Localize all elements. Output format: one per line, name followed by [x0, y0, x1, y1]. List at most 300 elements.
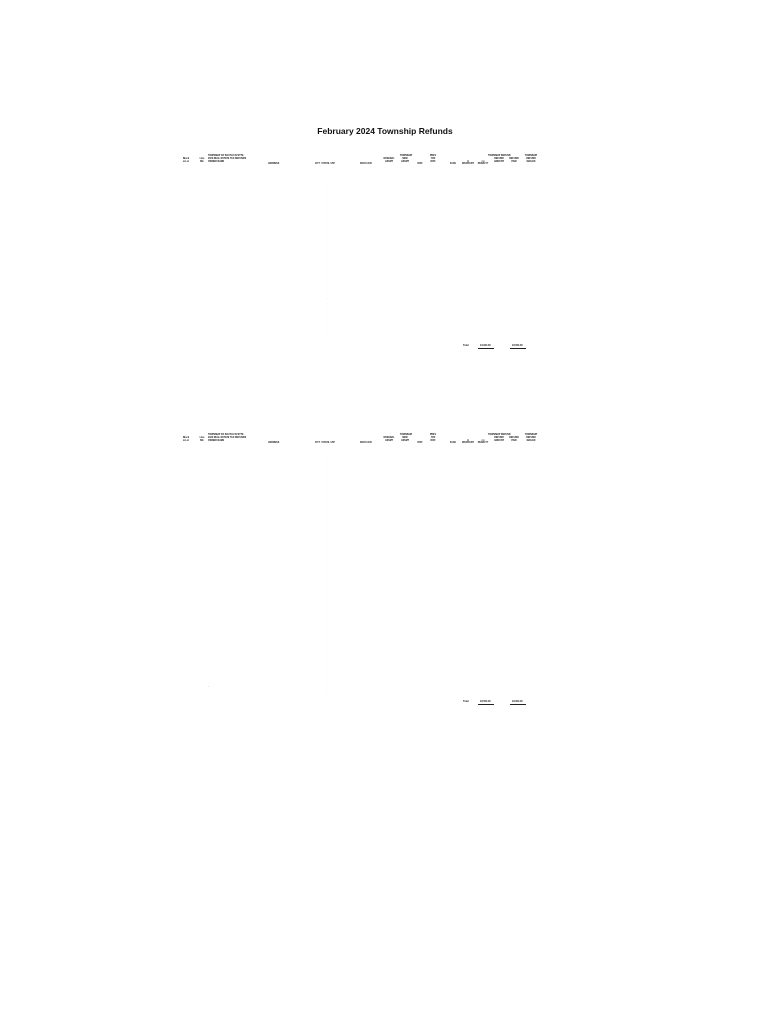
- table-cell: 4081 HILLTOP RD: [268, 314, 284, 316]
- table-cell: 1-177-H-115: [176, 482, 187, 483]
- table-cell: HOVE BENNISA JRN & MICHAEL E: [208, 562, 239, 563]
- table-cell: 38900: [421, 690, 427, 691]
- table-cell: 243.17: [532, 582, 538, 583]
- table-cell: 242.89: [500, 314, 506, 316]
- header-line-no: [196, 158, 208, 164]
- table-cell: 7.24: [472, 189, 476, 191]
- header-line-no: [196, 437, 208, 443]
- table-cell: 51800: [421, 474, 427, 475]
- table-cell: MARTIN JOSEPH & CAROL: [208, 670, 233, 671]
- table-cell: 48: [199, 646, 202, 647]
- table-cell: 210.44: [532, 486, 538, 487]
- table-cell: 191600: [405, 338, 412, 340]
- table-cell: 1-T-C-E-06: [176, 670, 186, 671]
- table-cell: 1-T-C-D-98: [176, 642, 186, 643]
- table-cell: BRIDGEVILLE, PA 15017-1048: [315, 682, 342, 683]
- table-cell: 213.81: [500, 570, 506, 571]
- table-cell: 135900: [405, 462, 412, 463]
- table-cell: 1408 COLLEGE ST: [268, 570, 285, 571]
- table-cell: 32100: [421, 622, 427, 623]
- table-cell: LEGO FILEWERT F & CARROLL M: [208, 546, 239, 547]
- table-cell: 486.53: [455, 478, 461, 479]
- table-cell: 208.98: [532, 302, 538, 304]
- table-cell: 1-224-H-15: [176, 542, 186, 543]
- table-cell: 298200: [390, 282, 397, 284]
- table-cell: 257.70: [455, 322, 461, 324]
- table-cell: LEGO BRENSON S FAR & LINDA F: [208, 274, 239, 276]
- table-cell: BRIDGEVILLE, PA 15017: [315, 314, 337, 316]
- header-new-assmt: [397, 437, 413, 443]
- table-cell: 223.18: [500, 686, 506, 687]
- table-cell: 52: [199, 662, 202, 663]
- table-cell: 252.07: [532, 662, 538, 663]
- table-cell: 10: [199, 494, 202, 495]
- table-cell: 5.84: [472, 614, 476, 615]
- table-cell: 47100: [421, 257, 427, 259]
- table-cell: BRIDGEVILLE, PA 15017-1013: [315, 582, 342, 583]
- table-cell: NFC/+2 R: [360, 678, 369, 679]
- table-cell: BRIDGEVILLE, PA 15017-1004: [315, 538, 342, 539]
- table-cell: 4.58: [472, 318, 476, 320]
- table-cell: NFC/+3 R: [360, 237, 369, 239]
- table-cell: 225.52: [455, 670, 461, 671]
- table-cell: 0: [430, 522, 432, 523]
- table-cell: 177.99: [500, 554, 506, 555]
- table-cell: 247900: [405, 274, 412, 276]
- header-prev-yr-line: DIFF: [430, 439, 436, 442]
- table-cell: 51800: [421, 197, 427, 199]
- table-cell: 6890 LAPPETITE DR: [268, 286, 287, 288]
- table-cell: 0: [430, 610, 432, 611]
- table-cell: NFC/+3 R: [360, 205, 369, 207]
- table-cell: 283.75: [455, 626, 461, 627]
- table-cell: 1-482-L-1: [176, 237, 185, 239]
- table-cell: 180.90: [500, 518, 506, 519]
- table-cell: 60000: [421, 237, 427, 239]
- table-cell: 47: [199, 642, 202, 643]
- table-cell: 218.17: [455, 570, 461, 571]
- table-cell: 0: [430, 622, 432, 623]
- table-cell: 4.51: [472, 670, 476, 671]
- table-cell: 30300: [421, 294, 427, 296]
- table-cell: 4.26: [472, 578, 476, 579]
- table-cell: BRIDGEVILLE, PA 15017-1039: [315, 646, 342, 647]
- table-cell: 205500: [390, 618, 397, 619]
- table-cell: 185.17: [500, 334, 506, 336]
- table-cell: 1-T-C-D-94: [176, 626, 186, 627]
- table-cell: 3.55: [472, 522, 476, 523]
- header-prev-yr-line: DIFF: [430, 160, 436, 163]
- table-cell: 2101 FOX RIDGE DR: [268, 270, 287, 272]
- table-cell: 218.17: [455, 294, 461, 296]
- table-cell: 248.13: [455, 582, 461, 583]
- table-cell: 42200: [421, 602, 427, 603]
- table-cell: BRIDGEVILLE, PA 15017-4101: [315, 554, 342, 555]
- table-cell: GOLFFE JOHN & JENNIFER B: [208, 558, 235, 559]
- table-cell: PET/+1 R: [360, 302, 369, 304]
- table-cell: 159700: [405, 257, 412, 259]
- table-cell: 1-T-D-0-00: [176, 458, 186, 459]
- table-cell: MUGUETT SOLERCH & GIRLFRIEND: [208, 294, 241, 296]
- table-cell: 1-A-D-0-103: [176, 185, 187, 187]
- header-discount-line: DISCOUNT: [462, 442, 474, 445]
- table-cell: 174.15: [532, 245, 538, 247]
- header-township-refund-mailed-line: REFUND: [526, 436, 536, 439]
- table-cell: 5.38: [472, 682, 476, 683]
- table-cell: 31: [199, 302, 202, 304]
- table-cell: 4.36: [472, 570, 476, 571]
- table-cell: BRIDGEVILLE, PA 15017-1144: [315, 518, 342, 519]
- table-cell: 234.74: [532, 658, 538, 659]
- table-cell: ROBERTS KENNETH & JANE: [208, 690, 234, 691]
- table-cell: 1200 SUMMIT RIDGE DR: [268, 566, 290, 567]
- table-cell: 0: [430, 326, 432, 328]
- table-cell: 247.73: [532, 694, 538, 695]
- table-cell: 32: [199, 582, 202, 583]
- table-cell: 252400: [390, 542, 397, 543]
- table-cell: BRIDGEVILLE, PA 15017-1102: [315, 546, 342, 547]
- table-cell: 0: [430, 546, 432, 547]
- table-cell: 1-T-C-D-78: [176, 330, 186, 332]
- table-cell: BRIDGEVILLE, PA 15017-1114: [315, 274, 342, 276]
- table-cell: EDWARDS PAUL & RENEE: [208, 642, 232, 643]
- table-cell: 309.13: [500, 654, 506, 655]
- table-cell: 1-T-C-D-80: [176, 334, 186, 336]
- table-cell: 5.75: [472, 462, 476, 463]
- table-cell: 4.96: [472, 306, 476, 308]
- table-cell: 213.81: [532, 294, 538, 296]
- table-cell: 1100 SUMMIT RIDGE DR: [268, 274, 290, 276]
- table-cell: 247900: [405, 550, 412, 551]
- table-cell: 362.00: [455, 466, 461, 467]
- table-cell: 174.15: [500, 522, 506, 523]
- table-cell: 1 BETSKY LN: [268, 249, 280, 251]
- table-cell: 226.29: [500, 510, 506, 511]
- table-cell: 497.11: [532, 205, 538, 207]
- table-cell: 178400: [405, 578, 412, 579]
- table-cell: 5.06: [472, 694, 476, 695]
- table-cell: FOSTER JAMES & DEBRA: [208, 646, 232, 647]
- table-cell: 0: [430, 618, 432, 619]
- header-docs-line: DOCS #/#C: [360, 442, 373, 444]
- table-cell: NFC/+2 R: [360, 294, 369, 296]
- table-cell: 28400: [421, 646, 427, 647]
- header-refund-amount-line: TOWNSHIP REFUND: [488, 155, 511, 157]
- table-cell: 1800 HILLSIDE RD: [268, 554, 285, 555]
- table-cell: 0: [430, 514, 432, 515]
- header-penalty-line: PENALTY: [477, 163, 489, 166]
- table-cell: 760.23: [532, 249, 538, 251]
- header-new-assmt-line: NEW: [402, 158, 408, 160]
- table-cell: 108 LANDMARK DR: [268, 586, 286, 587]
- table-cell: 143.34: [532, 181, 538, 182]
- table-cell: 252.55: [532, 598, 538, 599]
- table-cell: WALTERS DANIEL & PATRICIA: [208, 610, 235, 611]
- table-cell: 4.68: [472, 514, 476, 515]
- table-cell: 197.49: [455, 225, 461, 227]
- table-cell: 230.91: [455, 233, 461, 235]
- table-cell: 29: [199, 294, 202, 296]
- table-cell: 193.54: [532, 225, 538, 227]
- table-cell: 228200: [405, 282, 412, 284]
- table-cell: 299700: [390, 274, 397, 276]
- table-cell: 1-T-C2-103: [176, 213, 186, 215]
- table-cell: 1-T-C-E-12: [176, 694, 186, 695]
- table-cell: 1-T-D-D-88: [176, 594, 186, 595]
- table-cell: 179400: [405, 682, 412, 683]
- table-cell: 318300: [390, 518, 397, 519]
- table-cell: 280.96: [500, 690, 506, 691]
- table-cell: 0: [430, 502, 432, 503]
- table-cell: 5.14: [472, 662, 476, 663]
- table-cell: 0: [430, 225, 432, 227]
- table-cell: BRIDGEVILLE, PA 15017-1115: [315, 237, 342, 239]
- table-cell: BRIDGEVILLE, PA 15017-1021: [315, 286, 342, 288]
- table-cell: VOGEL GREGORY & LAURA: [208, 606, 234, 607]
- table-cell: BRIDGEVILLE, PA 15017-1033: [315, 622, 342, 623]
- table-cell: 28: [199, 566, 202, 567]
- table-cell: 415 BANK RD: [268, 486, 281, 487]
- table-cell: 0: [430, 286, 432, 288]
- table-cell: 1109 HILLSIDE RD: [268, 522, 285, 523]
- table-cell: 57500: [421, 574, 427, 575]
- table-cell: 286.28: [532, 338, 538, 340]
- table-cell: 263.63: [500, 682, 506, 683]
- table-cell: 1717 STONEBRIDGE CT: [268, 470, 290, 471]
- table-cell: BRIDGEVILLE, PA 15017-1019: [315, 606, 342, 607]
- table-cell: 25: [199, 278, 202, 280]
- table-cell: 271.39: [500, 290, 506, 292]
- table-cell: 60: [199, 694, 202, 695]
- table-cell: 226.29: [532, 233, 538, 235]
- table-cell: 1-T-C-D-44: [176, 602, 186, 603]
- table-cell: 57100: [421, 205, 427, 207]
- table-cell: 243900: [390, 642, 397, 643]
- table-cell: 295700: [390, 217, 397, 219]
- table-cell: 25400: [421, 334, 427, 336]
- table-cell: 213700: [390, 286, 397, 288]
- table-cell: 0: [430, 654, 432, 655]
- table-cell: PET/+1 R: [360, 622, 369, 623]
- table-cell: F ELLIOTTO MICHAEL & LORDOSE C: [208, 482, 242, 483]
- table-cell: 262.18: [500, 650, 506, 651]
- table-cell: 0: [430, 334, 432, 336]
- table-cell: BRIDGEVILLE, PA 15017-3348: [315, 494, 342, 495]
- table-cell: 178900: [405, 286, 412, 288]
- header-address-line: ADDRESS: [268, 163, 280, 165]
- table-cell: 271.39: [532, 566, 538, 567]
- table-cell: 15.51: [471, 526, 476, 527]
- table-cell: 297.76: [532, 602, 538, 603]
- table-cell: NFC/+2 R: [360, 570, 369, 571]
- table-cell: 5.15: [472, 598, 476, 599]
- table-cell: NFC/+2 R: [360, 494, 369, 495]
- table-cell: 245.42: [455, 630, 461, 631]
- table-cell: 233.90: [455, 514, 461, 515]
- table-cell: 213.81: [532, 570, 538, 571]
- table-cell: 3.63: [472, 278, 476, 280]
- table-cell: 222200: [405, 530, 412, 531]
- table-cell: 42800: [421, 654, 427, 655]
- table-cell: 1-122-A-103: [176, 189, 187, 191]
- table-cell: 185.17: [532, 334, 538, 336]
- table-cell: 0: [430, 185, 432, 187]
- table-cell: 4.29: [472, 486, 476, 487]
- table-cell: 0: [430, 193, 432, 195]
- table-cell: 288.64: [500, 586, 506, 587]
- table-cell: 34300: [421, 694, 427, 695]
- table-cell: 241.01: [455, 606, 461, 607]
- section-1-total-underline: [478, 348, 494, 349]
- table-cell: 242.89: [532, 314, 538, 316]
- table-cell: 338.96: [500, 298, 506, 300]
- header-refund-paid-line: PAID: [511, 439, 517, 442]
- table-cell: 286.28: [500, 338, 506, 340]
- table-cell: HOME/2 R: [360, 245, 370, 247]
- table-cell: 165900: [390, 294, 397, 296]
- header-block-lot-line: & Lot: [183, 160, 189, 163]
- table-cell: SPANGLER DAVID & ANGELA: [208, 314, 235, 316]
- table-cell: 265300: [390, 225, 397, 227]
- table-cell: 5.54: [472, 566, 476, 567]
- table-cell: 436.88: [500, 490, 506, 491]
- header-township-refund-mailed: [522, 434, 540, 442]
- table-cell: 31: [199, 578, 202, 579]
- table-cell: HOME/2 R: [360, 614, 370, 615]
- table-cell: BRIDGEVILLE, PA 15017-6110: [315, 197, 342, 199]
- table-cell: 0: [430, 626, 432, 627]
- header-township-refund-mailed-line: TOWNSHIP: [524, 434, 538, 436]
- table-cell: 6: [199, 478, 201, 479]
- header-city-line: CITY / STATE / ZIP: [315, 442, 335, 444]
- table-cell: 0: [430, 298, 432, 300]
- table-cell: 1ST JORDAN SOERMIS & MICHAEL WALTER SOERMIS: [208, 201, 258, 203]
- table-cell: 243.17: [500, 306, 506, 308]
- table-cell: 1-L-H-D-117: [176, 510, 187, 511]
- table-cell: 208.98: [532, 578, 538, 579]
- table-cell: 4.39: [472, 542, 476, 543]
- table-cell: 32900: [421, 462, 427, 463]
- section-2-total-face: 23,564.00: [480, 700, 491, 703]
- table-cell: 39700: [421, 338, 427, 340]
- table-cell: 184.59: [455, 518, 461, 519]
- table-cell: 253.59: [500, 618, 506, 619]
- table-cell: BRIDGEVILLE, PA 15017-1021: [315, 558, 342, 559]
- table-cell: 0: [430, 197, 432, 199]
- table-cell: 1800 HILLSIDE RD: [268, 278, 285, 280]
- table-cell: 1-177-H-115: [176, 205, 187, 207]
- table-cell: 164.00: [500, 470, 506, 471]
- table-cell: 240700: [390, 602, 397, 603]
- table-cell: 4.96: [472, 314, 476, 316]
- table-cell: 43800: [421, 586, 427, 587]
- table-cell: 0: [430, 686, 432, 687]
- table-cell: 205.85: [500, 638, 506, 639]
- table-cell: 1-049-M-103: [176, 229, 187, 231]
- table-cell: 205.85: [532, 638, 538, 639]
- table-cell: BRIDGEVILLE, PA 15017-1043: [315, 318, 342, 320]
- table-cell: 4277 WATTLE RIDGE DR: [268, 217, 290, 219]
- table-cell: 225.47: [455, 262, 461, 263]
- table-cell: 219.53: [455, 542, 461, 543]
- table-cell: 19600: [421, 201, 427, 203]
- table-cell: 225.47: [455, 538, 461, 539]
- table-cell: 305.13: [515, 197, 521, 199]
- table-cell: 38: [199, 606, 202, 607]
- table-cell: 51: [199, 658, 202, 659]
- table-cell: LEWIS CHARLES & ANNE: [208, 666, 231, 667]
- table-cell: 0: [430, 586, 432, 587]
- table-cell: 1.87: [472, 530, 476, 531]
- header-block-lot-line: Block: [182, 437, 190, 439]
- table-cell: BRIDGEVILLE, PA 15017-1300: [315, 253, 342, 255]
- table-cell: 1-85-B-W-13: [176, 217, 187, 219]
- table-cell: 304.91: [532, 494, 538, 495]
- table-cell: 0: [430, 233, 432, 235]
- table-cell: 288700: [390, 237, 397, 239]
- table-cell: 1-T-C-E-09: [176, 682, 186, 683]
- table-cell: 1-T-C-D-99: [176, 646, 186, 647]
- table-cell: 168100: [390, 646, 397, 647]
- table-cell: 4: [199, 193, 201, 195]
- table-cell: 39: [199, 334, 202, 336]
- table-cell: 177.99: [500, 278, 506, 280]
- table-cell: 236.19: [500, 606, 506, 607]
- table-cell: 0: [430, 646, 432, 647]
- table-cell: 1-T-R-N-62: [176, 586, 186, 587]
- table-cell: 148200: [405, 334, 412, 336]
- table-cell: 281.80: [500, 462, 506, 463]
- table-cell: 26: [199, 282, 202, 284]
- table-cell: 1500 RIDGE RD: [268, 618, 282, 619]
- table-cell: 32500: [421, 658, 427, 659]
- table-cell: 1190 COOLSBRTON CT: [268, 482, 289, 483]
- table-cell: NFC/+2 R: [360, 630, 369, 631]
- table-cell: 3.35: [472, 562, 476, 563]
- table-cell: 34800: [421, 562, 427, 563]
- table-cell: 2128 CORNERWOOD DR: [268, 197, 291, 199]
- table-cell: 275700: [390, 197, 397, 199]
- table-cell: 0: [430, 694, 432, 695]
- table-cell: 181300: [405, 626, 412, 627]
- table-cell: 0: [430, 466, 432, 467]
- table-cell: 228800: [405, 298, 412, 300]
- table-cell: 5.67: [472, 270, 476, 272]
- table-cell: 5.68: [472, 626, 476, 627]
- table-cell: DAVIS MARK & JULIE: [208, 638, 227, 639]
- table-cell: 26: [199, 558, 202, 559]
- table-cell: 202600: [405, 642, 412, 643]
- table-cell: 182300: [405, 245, 412, 247]
- table-cell: NFC/+2 R: [360, 690, 369, 691]
- table-cell: 135900: [405, 185, 412, 187]
- table-cell: BRIDGEVILLE, PA 15017: [315, 213, 337, 215]
- table-cell: FARIC STO CORI: [208, 241, 224, 243]
- table-cell: 284.32: [515, 550, 521, 551]
- table-cell: 4.20: [472, 638, 476, 639]
- table-cell: 229.03: [455, 594, 461, 595]
- table-cell: 50.21: [533, 506, 538, 507]
- table-cell: 2028 WOODLAND RD: [268, 302, 288, 304]
- table-cell: 4.29: [472, 209, 476, 211]
- table-cell: KAI WILLIAMS, JOHN J-A-DRIF C: [208, 197, 238, 199]
- table-cell: 229.22: [500, 237, 506, 239]
- table-cell: 5.82: [472, 634, 476, 635]
- table-cell: 198500: [405, 326, 412, 328]
- table-cell: 234.74: [500, 658, 506, 659]
- table-cell: 0: [430, 221, 432, 223]
- table-cell: 147000: [405, 594, 412, 595]
